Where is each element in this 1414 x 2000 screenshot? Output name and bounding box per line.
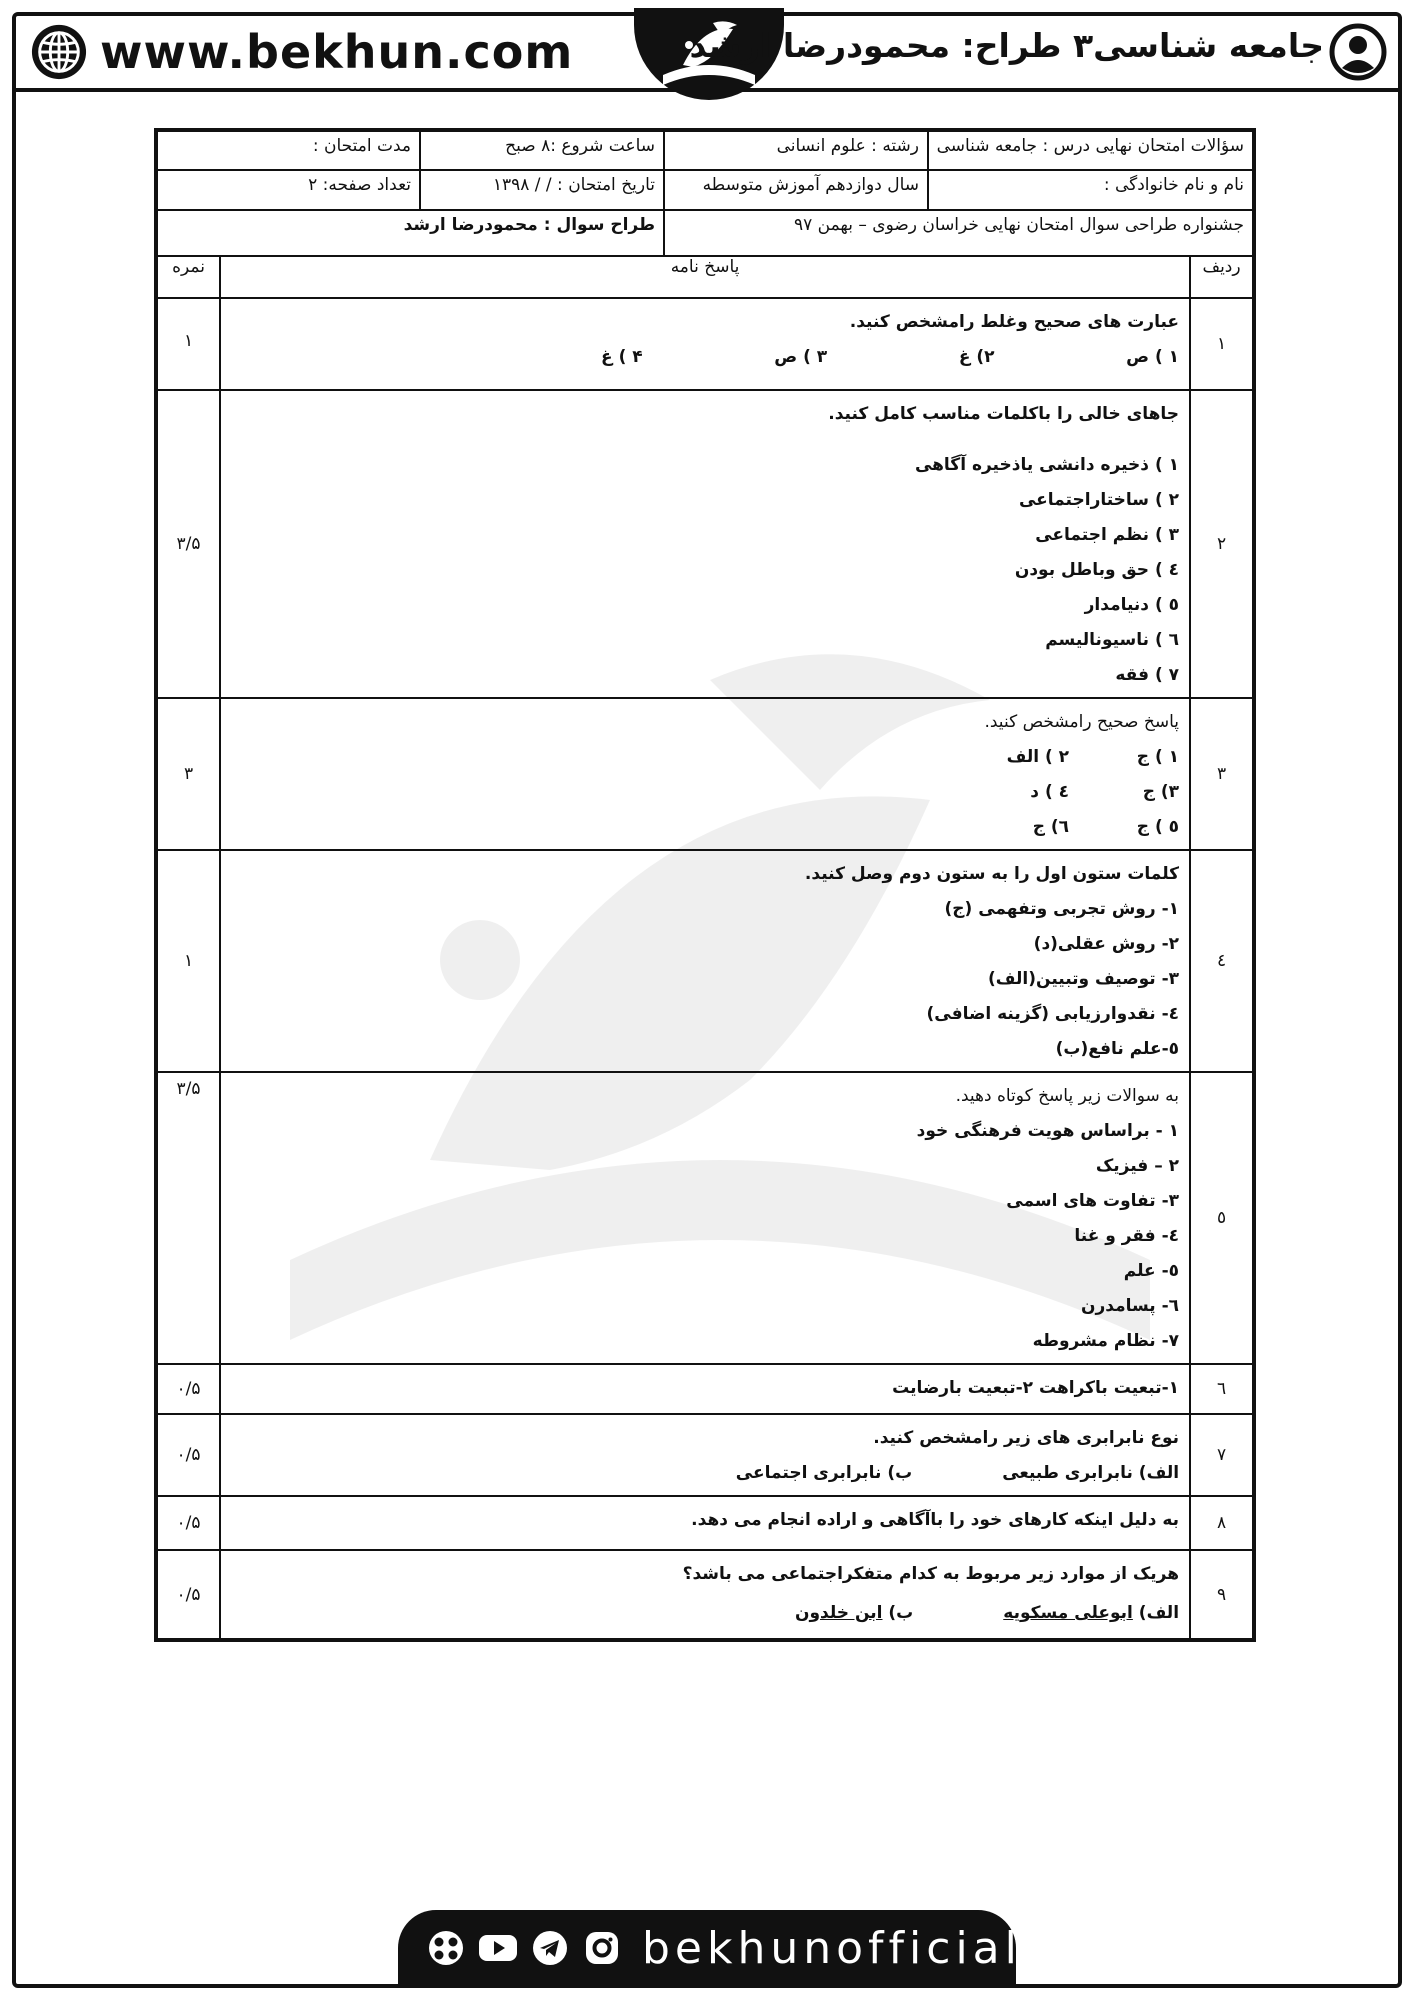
question-title: جاهای خالی را باکلمات مناسب کامل کنید. — [828, 404, 1180, 424]
top-header — [12, 12, 1402, 92]
subject-cell: سؤالات امتحان نهایی درس : جامعه شناسی — [928, 130, 1254, 170]
instagram-icon[interactable] — [580, 1926, 624, 1970]
answer-prefix: ب) — [888, 1603, 914, 1623]
answer-line: ۱ - براساس هویت فرهنگی خود — [916, 1121, 1180, 1141]
answer-line: ٥-علم نافع(ب) — [1055, 1039, 1180, 1059]
telegram-icon[interactable] — [528, 1926, 572, 1970]
answer-line: ٤- فقر و غنا — [1074, 1226, 1180, 1246]
score-cell: ۳/۵ — [156, 1072, 220, 1364]
score-column-header: نمره — [156, 256, 220, 298]
answer-item: ب) نابرابری اجتماعی — [735, 1463, 913, 1483]
answer-line: ۱- روش تجربی وتفهمی (ج) — [944, 899, 1180, 919]
question-title: ۱-تبعیت باکراهت ۲-تبعیت بارضایت — [892, 1378, 1180, 1398]
answer-line: ٦ ) ناسیونالیسم — [1045, 630, 1180, 650]
site-url[interactable]: www.bekhun.com — [100, 25, 574, 79]
answer-cell — [220, 298, 1190, 390]
answer-item: ٥ ) ج — [1136, 817, 1180, 837]
answer-item: ٤ ) د — [1030, 782, 1070, 802]
score-cell: ۰/۵ — [156, 1496, 220, 1550]
question-title: عبارت های صحیح وغلط رامشخص کنید. — [849, 312, 1180, 332]
answer-item — [795, 1596, 913, 1631]
answer-pair — [231, 1456, 1179, 1491]
score-cell: ۱ — [156, 850, 220, 1072]
question-title: به دلیل اینکه کارهای خود را باآگاهی و اراده انجام می دهد. — [691, 1510, 1180, 1530]
row-number: ٥ — [1190, 1072, 1254, 1364]
name-cell: نام و نام خانوادگی : — [928, 170, 1254, 210]
globe-icon — [30, 23, 88, 81]
option: ۴ ) غ — [601, 347, 643, 367]
answer-item — [1003, 1596, 1179, 1631]
option: ۱ ) ص — [1126, 347, 1180, 367]
answer-cell — [220, 698, 1190, 850]
question-title: کلمات ستون اول را به ستون دوم وصل کنید. — [804, 864, 1180, 884]
answer-item: الف) نابرابری طبیعی — [1002, 1463, 1180, 1483]
answer-sheet-table — [154, 128, 1256, 1642]
row-number: ۷ — [1190, 1414, 1254, 1496]
answer-line: ٦- پسامدرن — [1080, 1296, 1180, 1316]
table-row — [156, 298, 1254, 390]
answer-cell — [220, 1496, 1190, 1550]
row-number: ٦ — [1190, 1364, 1254, 1414]
question-title: به سوالات زیر پاسخ کوتاه دهید. — [955, 1086, 1180, 1106]
field-cell: رشته : علوم انسانی — [664, 130, 928, 170]
row-column-header: ردیف — [1190, 256, 1254, 298]
answer-grid — [231, 740, 1179, 845]
designer-cell: طراح سوال : محمودرضا ارشد — [156, 210, 664, 256]
answer-line: ۲ ) ساختاراجتماعی — [1018, 490, 1180, 510]
option: ۳ ) ص — [774, 347, 828, 367]
row-number: ٤ — [1190, 850, 1254, 1072]
social-handle[interactable]: bekhunofficial — [642, 1922, 1022, 1974]
question-title: هریک از موارد زیر مربوط به کدام متفکراجتماعی می باشد؟ — [682, 1564, 1180, 1584]
answer-prefix: الف) — [1138, 1603, 1180, 1623]
option: ۲) غ — [958, 347, 995, 367]
score-cell: ۳/۵ — [156, 390, 220, 698]
site-link[interactable] — [30, 20, 573, 84]
answer-line: ۲- روش عقلی(د) — [1033, 934, 1180, 954]
page-count-cell: تعداد صفحه: ۲ — [156, 170, 420, 210]
table-row — [156, 1550, 1254, 1640]
social-icons — [424, 1926, 624, 1970]
answer-line: ٥ ) دنیامدار — [1084, 595, 1180, 615]
answer-pair — [231, 1596, 1179, 1631]
answer-cell — [220, 1072, 1190, 1364]
row-number: ۱ — [1190, 298, 1254, 390]
header-title: جامعه شناسی۳ طراح: محمودرضا ارشد — [689, 26, 1324, 65]
question-title: نوع نابرابری های زیر رامشخص کنید. — [873, 1428, 1180, 1448]
table-row — [156, 698, 1254, 850]
row-number: ۳ — [1190, 698, 1254, 850]
aparat-icon[interactable] — [424, 1926, 468, 1970]
score-cell: ۰/۵ — [156, 1364, 220, 1414]
answer-line: ۱ ) ذخیره دانشی یاذخیره آگاهی — [914, 455, 1180, 475]
answer-line: ۲ – فیزیک — [1095, 1156, 1180, 1176]
festival-cell: جشنواره طراحی سوال امتحان نهایی خراسان رضوی – بهمن ۹۷ — [664, 210, 1254, 256]
answer-item: ۲ ) الف — [1006, 747, 1070, 767]
answer-line: ٤- نقدوارزیابی (گزینه اضافی) — [926, 1004, 1180, 1024]
answer-cell — [220, 850, 1190, 1072]
start-time-cell: ساعت شروع :۸ صبح — [420, 130, 664, 170]
footer-bar — [398, 1910, 1022, 1986]
table-row — [156, 850, 1254, 1072]
question-title: پاسخ صحیح رامشخص کنید. — [984, 712, 1180, 732]
answer-line: ۳ ) نظم اجتماعی — [1035, 525, 1180, 545]
answer-line: ٤ ) حق وباطل بودن — [1014, 560, 1180, 580]
table-row — [156, 1364, 1254, 1414]
duration-cell: مدت امتحان : — [156, 130, 420, 170]
answer-cell — [220, 1364, 1190, 1414]
festival-row — [156, 210, 1254, 256]
table-row — [156, 1496, 1254, 1550]
answer-cell — [220, 1550, 1190, 1640]
options — [231, 340, 1179, 375]
grade-cell: سال دوازدهم آموزش متوسطه — [664, 170, 928, 210]
answer-item: ٦) ج — [1032, 817, 1070, 837]
table-row — [156, 390, 1254, 698]
thinker-name: ابوعلی مسکویه — [1003, 1603, 1133, 1623]
row-number: ۹ — [1190, 1550, 1254, 1640]
answer-cell — [220, 390, 1190, 698]
column-header-row — [156, 256, 1254, 298]
meta-row-1 — [156, 130, 1254, 170]
meta-row-2 — [156, 170, 1254, 210]
answer-item: ۳) ج — [1142, 782, 1180, 802]
answer-column-header: پاسخ نامه — [220, 256, 1190, 298]
answer-line: ۷ ) فقه — [1115, 665, 1180, 685]
thinker-name: ابن خلدون — [794, 1603, 883, 1623]
score-cell: ۱ — [156, 298, 220, 390]
row-number: ۲ — [1190, 390, 1254, 698]
score-cell: ۰/۵ — [156, 1550, 220, 1640]
answer-cell — [220, 1414, 1190, 1496]
score-cell: ۳ — [156, 698, 220, 850]
table-row — [156, 1072, 1254, 1364]
youtube-icon[interactable] — [476, 1926, 520, 1970]
row-number: ۸ — [1190, 1496, 1254, 1550]
user-icon — [1328, 22, 1388, 82]
answer-line: ٥- علم — [1123, 1261, 1180, 1281]
answer-line: ۳- توصیف وتبیین(الف) — [988, 969, 1180, 989]
answer-line: ۳- تفاوت های اسمی — [1006, 1191, 1180, 1211]
answer-line: ۷- نظام مشروطه — [1032, 1331, 1180, 1351]
score-cell: ۰/۵ — [156, 1414, 220, 1496]
exam-date-cell: تاریخ امتحان : / / ۱۳۹۸ — [420, 170, 664, 210]
table-row — [156, 1414, 1254, 1496]
answer-item: ۱ ) ج — [1136, 747, 1180, 767]
